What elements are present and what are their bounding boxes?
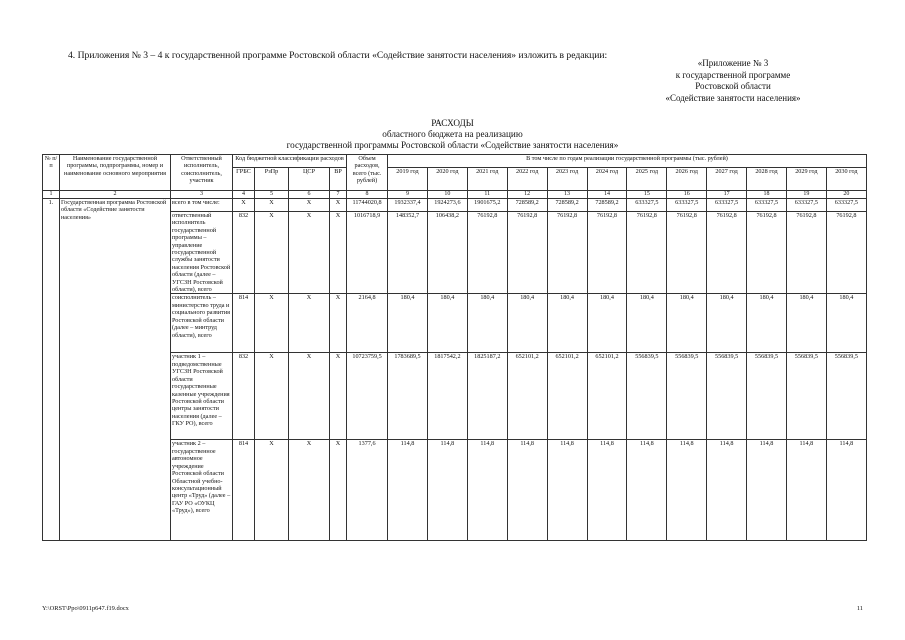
appendix-header xyxy=(603,58,863,104)
page-number: 11 xyxy=(856,605,863,612)
grbs-cell: 814 xyxy=(233,440,255,541)
year-value-cell: 114,8 xyxy=(388,440,428,541)
grbs-cell: 832 xyxy=(233,353,255,440)
column-number: 1 xyxy=(43,191,60,199)
column-number: 15 xyxy=(627,191,667,199)
year-value-cell: 76192,8 xyxy=(547,212,587,294)
year-value-cell: 652101,2 xyxy=(547,353,587,440)
column-number: 3 xyxy=(171,191,233,199)
header-year: 2026 год xyxy=(667,168,707,191)
file-path-footer: Y:\ORST\Ppo\0911p647.f19.docx xyxy=(42,605,129,612)
header-year: 2022 год xyxy=(507,168,547,191)
grbs-cell: X xyxy=(233,199,255,212)
csr-cell: X xyxy=(289,440,330,541)
year-value-cell: 76192,8 xyxy=(747,212,787,294)
year-value-cell: 180,4 xyxy=(587,294,627,353)
total-cell: 1016718,9 xyxy=(347,212,388,294)
year-value-cell: 556839,5 xyxy=(786,353,826,440)
year-value-cell: 180,4 xyxy=(707,294,747,353)
vr-cell: X xyxy=(330,212,347,294)
year-value-cell: 652101,2 xyxy=(507,353,547,440)
appendix-line: «Приложение № 3 xyxy=(697,58,769,68)
header-year: 2028 год xyxy=(747,168,787,191)
year-value-cell: 556839,5 xyxy=(826,353,866,440)
appendix-line: к государственной программе xyxy=(675,69,791,80)
year-value-cell: 114,8 xyxy=(547,440,587,541)
column-number: 5 xyxy=(255,191,289,199)
column-number: 10 xyxy=(427,191,467,199)
column-number: 14 xyxy=(587,191,627,199)
column-number: 19 xyxy=(786,191,826,199)
year-value-cell: 180,4 xyxy=(388,294,428,353)
executor-cell: участник 2 – государственное автономное учреждение Ростовской области Областной учебно-консультационный центр «Труд» (далее – ГАУ РО «ОУКЦ «Труд»), всего xyxy=(171,440,233,541)
year-value-cell: 180,4 xyxy=(627,294,667,353)
rzpr-cell: X xyxy=(255,440,289,541)
vr-cell: X xyxy=(330,199,347,212)
column-number: 6 xyxy=(289,191,330,199)
year-value-cell: 180,4 xyxy=(467,294,507,353)
column-number: 16 xyxy=(667,191,707,199)
executor-cell: всего в том числе: xyxy=(171,199,233,212)
header-year: 2020 год xyxy=(427,168,467,191)
year-value-cell: 106438,2 xyxy=(427,212,467,294)
executor-cell: соисполнитель – министерство труда и социального развития Ростовской области (далее – минтруд области), всего xyxy=(171,294,233,353)
column-number: 2 xyxy=(60,191,171,199)
year-value-cell: 633327,5 xyxy=(747,199,787,212)
vr-cell: X xyxy=(330,294,347,353)
year-value-cell: 114,8 xyxy=(826,440,866,541)
year-value-cell: 633327,5 xyxy=(707,199,747,212)
year-value-cell: 76192,8 xyxy=(587,212,627,294)
header-budget-code: Код бюджетной классификации расходов xyxy=(233,155,347,168)
year-value-cell: 180,4 xyxy=(507,294,547,353)
year-value-cell: 556839,5 xyxy=(627,353,667,440)
header-year: 2024 год xyxy=(587,168,627,191)
year-value-cell: 76192,8 xyxy=(707,212,747,294)
year-value-cell: 76192,8 xyxy=(467,212,507,294)
year-value-cell: 76192,8 xyxy=(507,212,547,294)
csr-cell: X xyxy=(289,212,330,294)
vr-cell: X xyxy=(330,353,347,440)
year-value-cell: 1932337,4 xyxy=(388,199,428,212)
column-number: 13 xyxy=(547,191,587,199)
header-name: Наименование государственной программы, подпрограммы, номер и наименование основного мероприятия xyxy=(60,155,171,191)
year-value-cell: 180,4 xyxy=(667,294,707,353)
column-number: 9 xyxy=(388,191,428,199)
grbs-cell: 814 xyxy=(233,294,255,353)
row-number: 1. xyxy=(43,199,60,541)
year-value-cell: 76192,8 xyxy=(786,212,826,294)
header-year: 2025 год xyxy=(627,168,667,191)
header-vr: ВР xyxy=(330,168,347,191)
year-value-cell: 114,8 xyxy=(627,440,667,541)
year-value-cell: 114,8 xyxy=(707,440,747,541)
year-value-cell: 114,8 xyxy=(587,440,627,541)
year-value-cell: 76192,8 xyxy=(627,212,667,294)
grbs-cell: 832 xyxy=(233,212,255,294)
year-value-cell: 556839,5 xyxy=(747,353,787,440)
year-value-cell: 1825187,2 xyxy=(467,353,507,440)
year-value-cell: 633327,5 xyxy=(667,199,707,212)
header-num: № п/п xyxy=(43,155,60,191)
executor-cell: участник 1 – подведомственные УГСЗН Ростовской области государственные казенные учреждения Ростовской области центры занятости населения (далее – ГКУ РО), всего xyxy=(171,353,233,440)
intro-paragraph: 4. Приложения № 3 – 4 к государственной программе Ростовской области «Содействие занятости населения» изложить в редакции: xyxy=(68,50,608,61)
year-value-cell: 114,8 xyxy=(747,440,787,541)
table-row xyxy=(43,199,867,212)
column-number: 18 xyxy=(747,191,787,199)
year-value-cell: 556839,5 xyxy=(667,353,707,440)
csr-cell: X xyxy=(289,294,330,353)
total-cell: 1377,6 xyxy=(347,440,388,541)
header-total: Объем расходов, всего (тыс. рублей) xyxy=(347,155,388,191)
year-value-cell: 114,8 xyxy=(507,440,547,541)
year-value-cell: 728589,2 xyxy=(587,199,627,212)
rzpr-cell: X xyxy=(255,199,289,212)
header-rzpr: РзПр xyxy=(255,168,289,191)
rzpr-cell: X xyxy=(255,353,289,440)
year-value-cell: 652101,2 xyxy=(587,353,627,440)
year-value-cell: 180,4 xyxy=(786,294,826,353)
year-value-cell: 114,8 xyxy=(467,440,507,541)
year-value-cell: 633327,5 xyxy=(627,199,667,212)
column-number: 7 xyxy=(330,191,347,199)
header-executor: Ответственный исполнитель, соисполнитель, участник xyxy=(171,155,233,191)
year-value-cell: 76192,8 xyxy=(667,212,707,294)
header-year: 2021 год xyxy=(467,168,507,191)
document-title: РАСХОДЫ xyxy=(431,118,474,128)
year-value-cell: 1817542,2 xyxy=(427,353,467,440)
total-cell: 10723759,5 xyxy=(347,353,388,440)
program-name: Государственная программа Ростовской области «Содействие занятости населения» xyxy=(60,199,171,541)
column-number: 20 xyxy=(826,191,866,199)
executor-cell: ответственный исполнитель государственной программы – управление государственной службы занятости населения Ростовской области (далее – УГСЗН Ростовской области), всего xyxy=(171,212,233,294)
year-value-cell: 180,4 xyxy=(427,294,467,353)
year-value-cell: 180,4 xyxy=(547,294,587,353)
expenditure-table xyxy=(42,154,867,541)
year-value-cell: 114,8 xyxy=(786,440,826,541)
header-year: 2029 год xyxy=(786,168,826,191)
header-grbs: ГРБС xyxy=(233,168,255,191)
vr-cell: X xyxy=(330,440,347,541)
year-value-cell: 1901675,2 xyxy=(467,199,507,212)
year-value-cell: 556839,5 xyxy=(707,353,747,440)
year-value-cell: 114,8 xyxy=(667,440,707,541)
header-csr: ЦСР xyxy=(289,168,330,191)
year-value-cell: 1924273,6 xyxy=(427,199,467,212)
year-value-cell: 633327,5 xyxy=(786,199,826,212)
header-year: 2023 год xyxy=(547,168,587,191)
csr-cell: X xyxy=(289,199,330,212)
year-value-cell: 180,4 xyxy=(826,294,866,353)
header-year: 2027 год xyxy=(707,168,747,191)
document-subtitle: областного бюджета на реализацию xyxy=(382,129,523,139)
total-cell: 11744020,8 xyxy=(347,199,388,212)
column-number: 4 xyxy=(233,191,255,199)
column-number: 12 xyxy=(507,191,547,199)
header-years: В том числе по годам реализации государственной программы (тыс. рублей) xyxy=(388,155,867,168)
column-number: 17 xyxy=(707,191,747,199)
header-year: 2019 год xyxy=(388,168,428,191)
rzpr-cell: X xyxy=(255,294,289,353)
csr-cell: X xyxy=(289,353,330,440)
year-value-cell: 76192,8 xyxy=(826,212,866,294)
column-number: 8 xyxy=(347,191,388,199)
year-value-cell: 180,4 xyxy=(747,294,787,353)
appendix-line: Ростовской области xyxy=(695,81,771,91)
rzpr-cell: X xyxy=(255,212,289,294)
document-subtitle: государственной программы Ростовской области «Содействие занятости населения» xyxy=(286,140,619,150)
year-value-cell: 148352,7 xyxy=(388,212,428,294)
year-value-cell: 633327,5 xyxy=(826,199,866,212)
year-value-cell: 114,8 xyxy=(427,440,467,541)
header-year: 2030 год xyxy=(826,168,866,191)
year-value-cell: 728589,2 xyxy=(507,199,547,212)
total-cell: 2164,8 xyxy=(347,294,388,353)
year-value-cell: 1783689,5 xyxy=(388,353,428,440)
column-number: 11 xyxy=(467,191,507,199)
appendix-line: «Содействие занятости населения» xyxy=(665,92,801,103)
year-value-cell: 728589,2 xyxy=(547,199,587,212)
